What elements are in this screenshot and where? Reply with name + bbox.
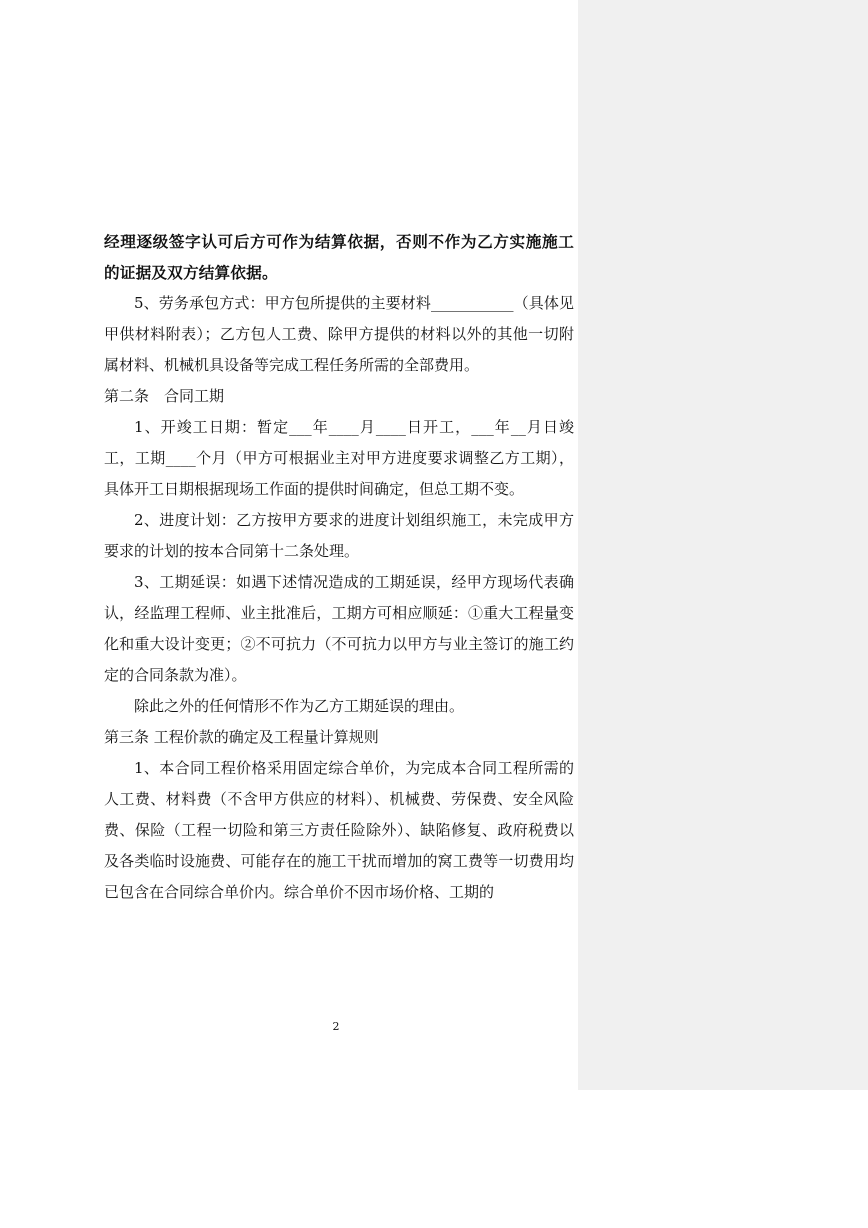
paragraph-other-cases: 除此之外的任何情形不作为乙方工期延误的理由。 xyxy=(134,697,465,715)
section-heading-contract-period: 第二条 合同工期 xyxy=(104,387,225,405)
paragraph-labor-contract-method: 5、劳务承包方式：甲方包所提供的主要材料___________（具体见甲供材料附表）；乙方包人工费、除甲方提供的材料以外的其他一切附属材料、机械机具设备等完成工程任务所需的全部费用。 xyxy=(104,294,574,374)
page-content xyxy=(104,226,574,908)
paragraph-start-completion-date: 1、开竣工日期：暂定___年____月____日开工，___年__月日竣工，工期____个月（甲方可根据业主对甲方进度要求调整乙方工期），具体开工日期根据现场工作面的提供时间确定，但总工期不变。 xyxy=(104,418,574,498)
section-heading-price-rules: 第三条 工程价款的确定及工程量计算规则 xyxy=(104,728,379,746)
paragraph-delay: 3、工期延误：如遇下述情况造成的工期延误，经甲方现场代表确认，经监理工程师、业主批准后，工期方可相应顺延：①重大工程量变化和重大设计变更；②不可抗力（不可抗力以甲方与业主签订的施工约定的合同条款为准）。 xyxy=(104,573,574,684)
page-number: 2 xyxy=(332,1020,340,1033)
paragraph-settlement-basis: 经理逐级签字认可后方可作为结算依据，否则不作为乙方实施施工的证据及双方结算依据。 xyxy=(104,232,574,282)
paragraph-fixed-unit-price: 1、本合同工程价格采用固定综合单价，为完成本合同工程所需的人工费、材料费（不含甲方供应的材料）、机械费、劳保费、安全风险费、保险（工程一切险和第三方责任险除外）、缺陷修复、政府税费以及各类临时设施费、可能存在的施工干扰而增加的窝工费等一切费用均已包含在合同综合单价内。综合单价不因市场价格、工期的 xyxy=(104,759,574,901)
paragraph-progress-plan: 2、进度计划：乙方按甲方要求的进度计划组织施工，未完成甲方要求的计划的按本合同第十二条处理。 xyxy=(104,511,574,560)
comment-pane xyxy=(578,0,868,1090)
